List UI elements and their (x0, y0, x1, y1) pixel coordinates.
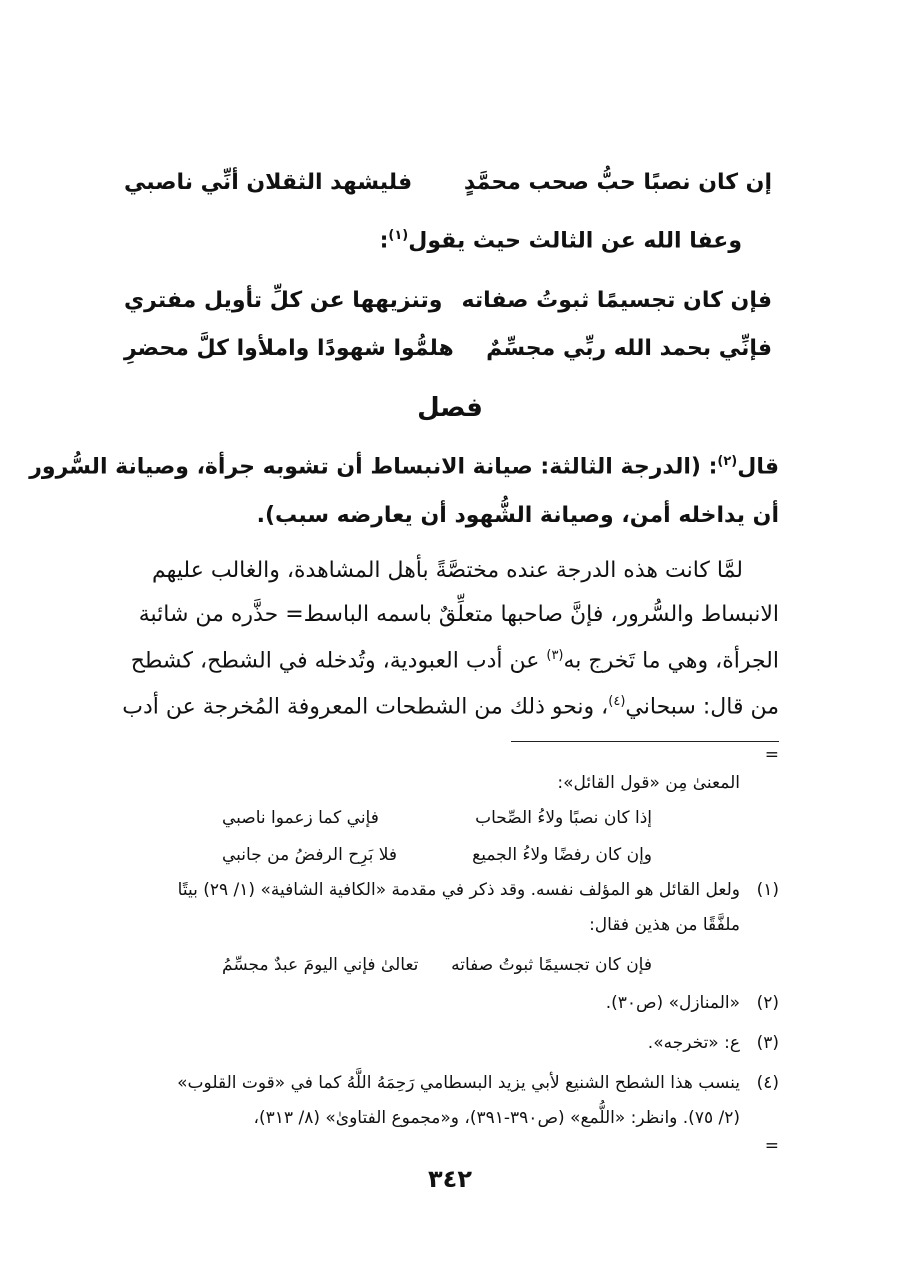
footnote-verse-1-h1: إذا كان نصبًا ولاءُ الصِّحاب (475, 808, 652, 828)
footnote-3-number: (٣) (756, 1033, 779, 1053)
footnote-verse-1-h2: فإني كما زعموا ناصبي (222, 808, 379, 828)
footnote-1-line1: ولعل القائل هو المؤلف نفسه. وقد ذكر في مقدمة «الكافية الشافية» (١/ ٢٩) بيتًا (177, 880, 740, 900)
qal-word: قال (737, 454, 779, 480)
verse-hemistich-2: فليشهد الثقلان أنِّي ناصبي (124, 170, 413, 195)
footnote-4-line1: ينسب هذا الشطح الشنيع لأبي يزيد البسطامي رَحِمَهُ اللَّهُ كما في «قوت القلوب» (177, 1073, 740, 1093)
para2-line3 (119, 648, 779, 673)
footnote-2-text: «المنازل» (ص٣٠). (605, 993, 740, 1013)
para2-line3-a: الجرأة، وهي ما تَخرج به (563, 648, 779, 674)
page-number: ٣٤٢ (428, 1165, 472, 1193)
footnote-ref: (٣) (546, 648, 564, 663)
footnote-1-verse-h1: فإن كان تجسيمًا ثبوتُ صفاته (451, 955, 652, 975)
footnote-1-number: (١) (756, 880, 779, 900)
end-continuation-mark: = (764, 1136, 779, 1156)
intro-colon: : (379, 228, 389, 254)
footnote-cont-line: المعنىٰ مِن «قول القائل»: (557, 773, 740, 793)
para1-line1 (29, 454, 779, 480)
intro-text: وعفا الله عن الثالث حيث يقول (408, 228, 742, 254)
para2-line4-a: من قال: سبحاني (625, 694, 779, 720)
intro-line (82, 228, 742, 253)
para2-line3-b: عن أدب العبودية، وتُدخله في الشطح، كشطح (130, 648, 547, 674)
footnote-verse-2-h1: وإن كان رفضًا ولاءُ الجميع (472, 845, 652, 865)
footnote-ref: (٢) (717, 454, 738, 469)
verse-hemistich-2: هلمُّوا شهودًا واملأوا كلَّ محضرِ (124, 336, 454, 361)
verse-hemistich-1: فإن كان تجسيمًا ثبوتُ صفاته (461, 288, 772, 313)
footnote-separator (511, 741, 779, 742)
para2-line1: لمَّا كانت هذه الدرجة عنده مختصَّةً بأهل المشاهدة، والغالب عليهم (152, 558, 743, 583)
verse-hemistich-2: وتنزيهها عن كلِّ تأويل مفتري (124, 288, 443, 313)
verse-line-2 (124, 288, 772, 318)
footnote-1-line2: ملفَّقًا من هذين فقال: (589, 915, 740, 935)
continuation-mark: = (764, 745, 779, 765)
verse-line-1 (124, 170, 772, 200)
footnote-ref: (١) (388, 228, 409, 243)
footnote-verse-2-h2: فلا بَرِح الرفضُ من جانبي (222, 845, 397, 865)
footnote-4-number: (٤) (756, 1073, 779, 1093)
para2-line4 (119, 694, 779, 719)
verse-hemistich-1: إن كان نصبًا حبُّ صحب محمَّدٍ (463, 170, 772, 195)
verse-line-3 (124, 336, 772, 366)
para1-line2: أن يداخله أمن، وصيانة الشُّهود أن يعارضه سبب). (256, 503, 779, 528)
para1-line1-text: : (الدرجة الثالثة: صيانة الانبساط أن تشوبه جرأة، وصيانة السُّرور (29, 454, 718, 480)
para2-line4-b: ، ونحو ذلك من الشطحات المعروفة المُخرجة عن أدب (122, 694, 609, 720)
footnote-4-line2: (٢/ ٧٥). وانظر: «اللُّمع» (ص٣٩٠-٣٩١)، و«مجموع الفتاوىٰ» (٨/ ٣١٣)، (253, 1108, 740, 1128)
footnote-1-verse-h2: تعالىٰ فإني اليومَ عبدٌ مجسِّمُ (222, 955, 419, 975)
section-title: فصل (417, 393, 483, 423)
verse-hemistich-1: فإنِّي بحمد الله ربِّي مجسِّمٌ (486, 336, 772, 361)
footnote-ref: (٤) (608, 694, 626, 709)
para2-line2: الانبساط والسُّرور، فإنَّ صاحبها متعلِّقٌ باسمه الباسط= حذَّره من شائبة (138, 602, 779, 627)
footnote-2-number: (٢) (756, 993, 779, 1013)
footnote-3-text: ع: «تخرجه». (647, 1033, 740, 1053)
